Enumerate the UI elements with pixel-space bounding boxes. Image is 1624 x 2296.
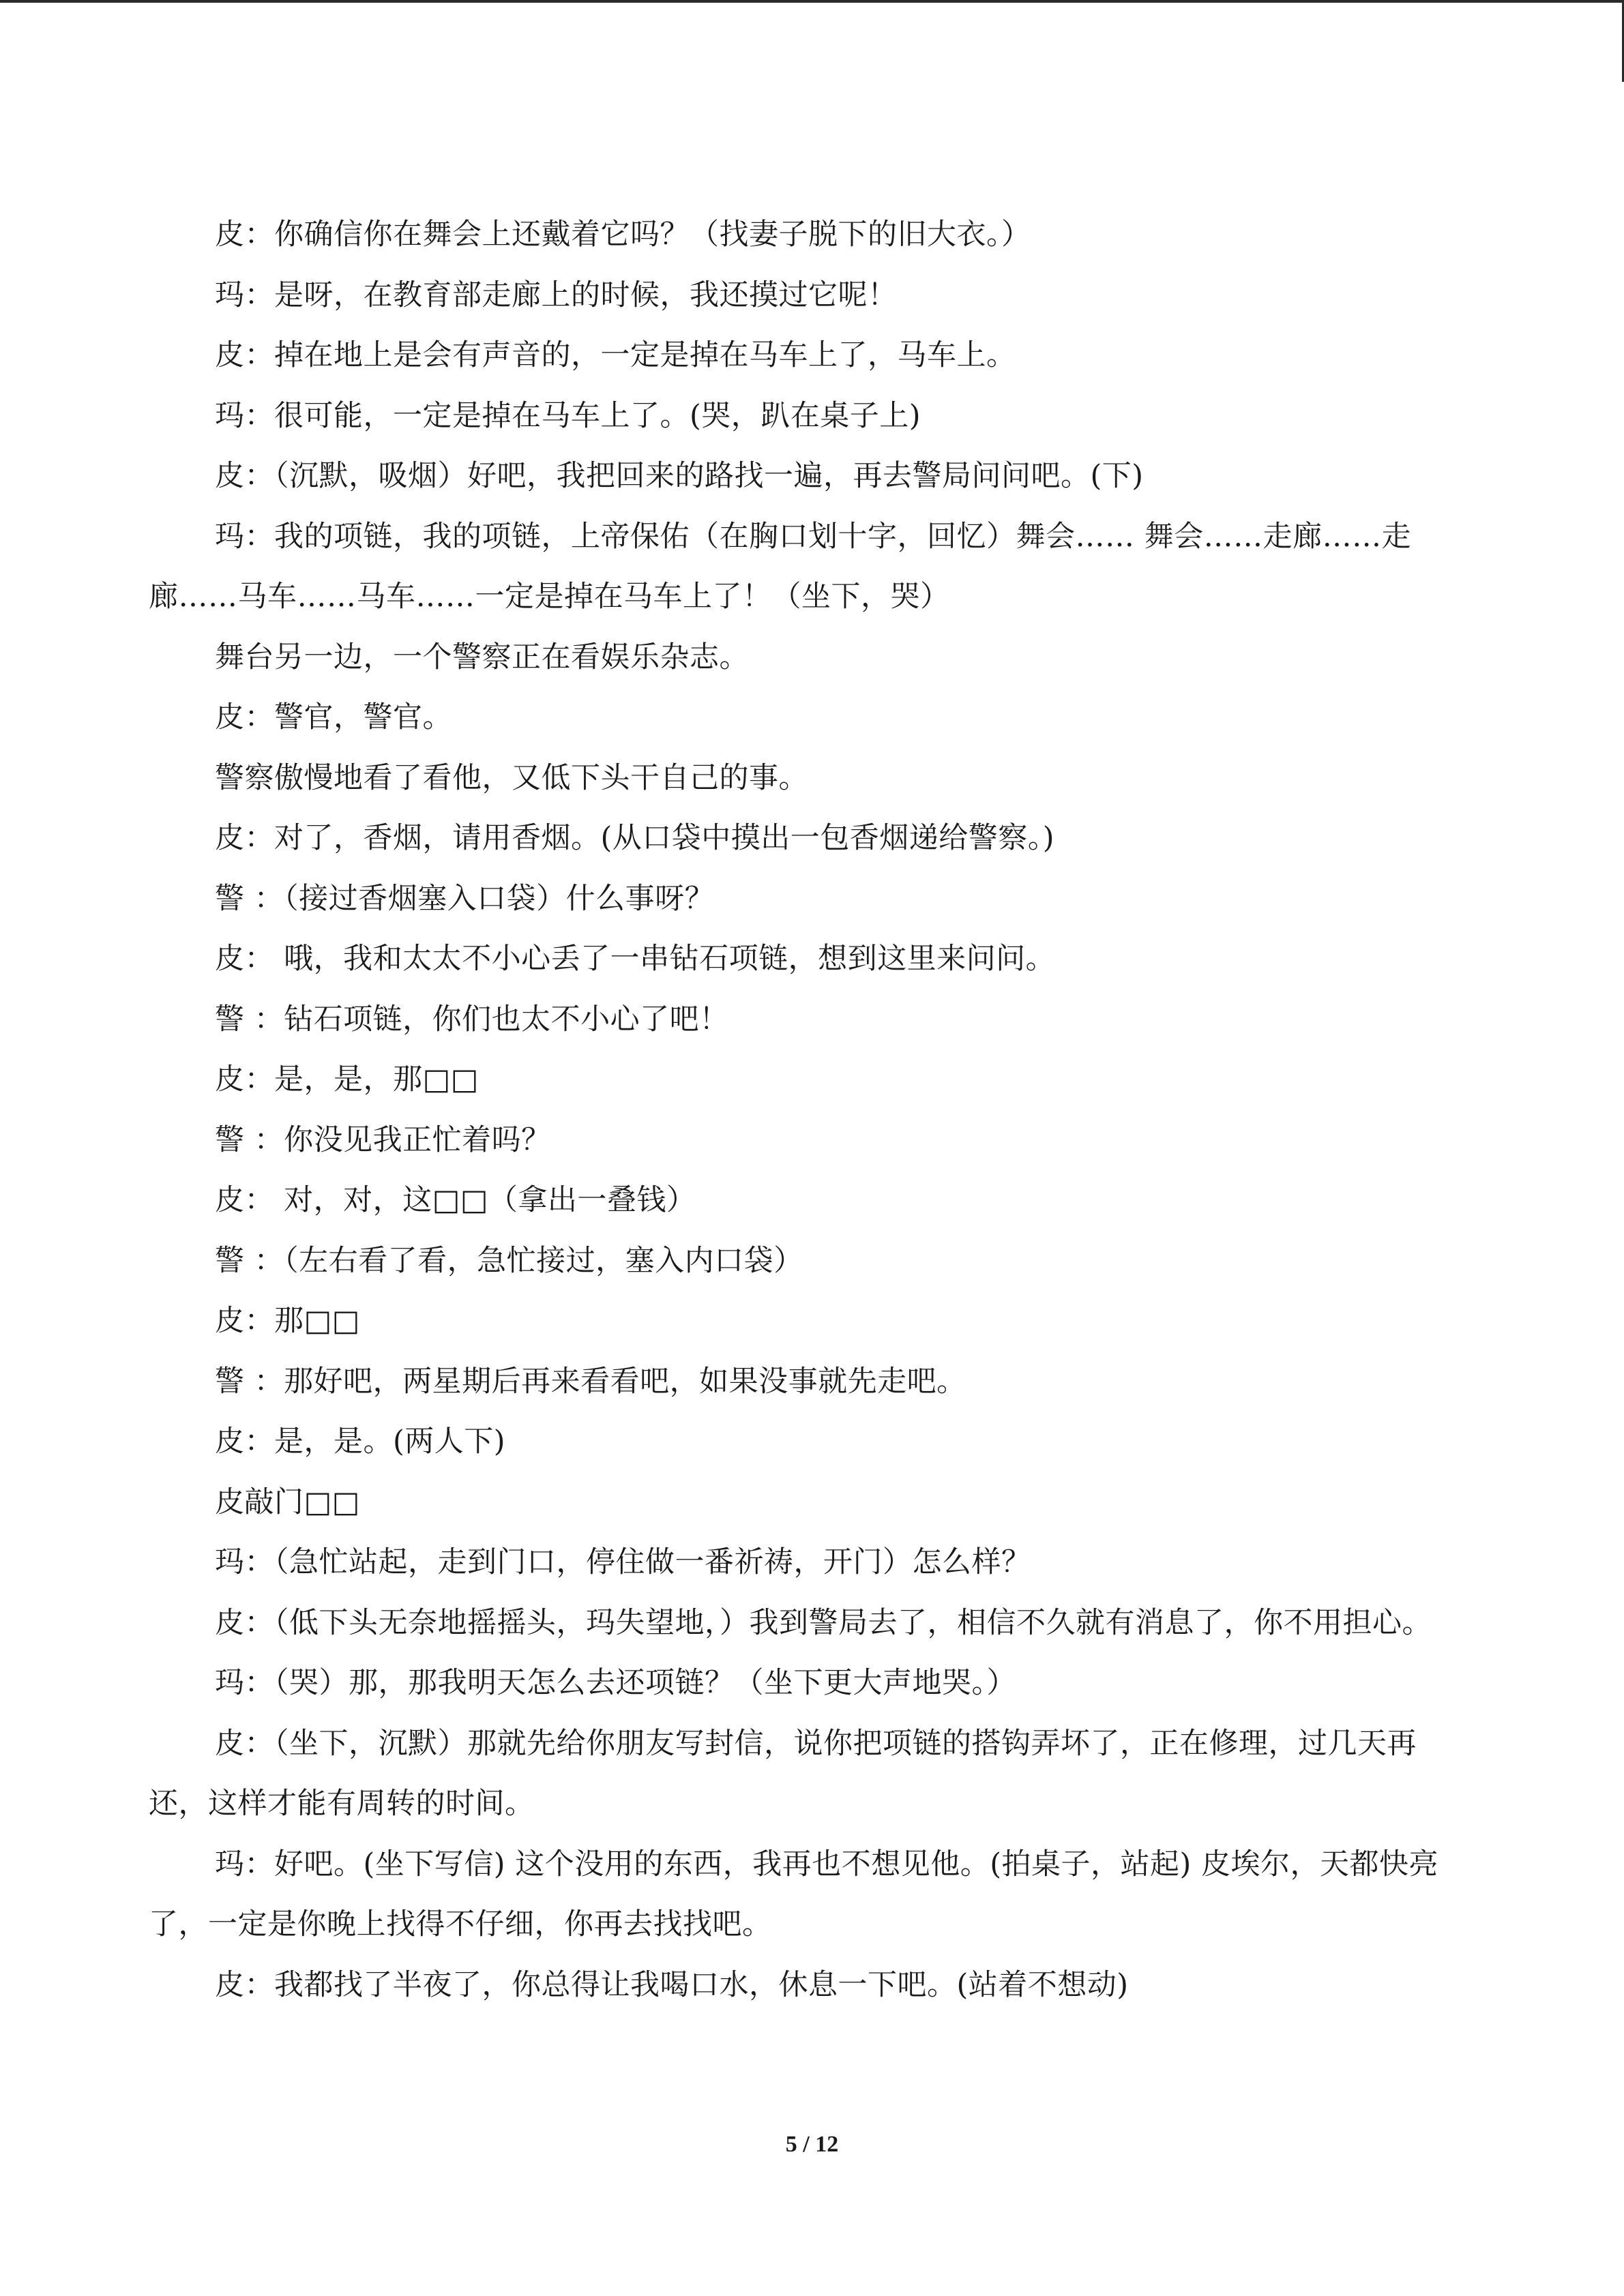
dialogue-line: 玛：（急忙站起，走到门口，停住做一番祈祷，开门）怎么样？	[215, 1545, 1031, 1579]
document-body	[149, 205, 1475, 2015]
dialogue-line: 警 ：（左右看了看，急忙接过，塞入内口袋）	[215, 1243, 803, 1278]
stage-direction: 皮敲门□□	[215, 1485, 360, 1519]
stage-direction: 舞台另一边，一个警察正在看娱乐杂志。	[215, 640, 749, 674]
dialogue-line: 皮：你确信你在舞会上还戴着它吗？（找妻子脱下的旧大衣。）	[215, 218, 1031, 252]
top-border-line	[0, 0, 1624, 3]
dialogue-line: 警 ：（接过香烟塞入口袋）什么事呀？	[215, 881, 715, 916]
stage-direction: 警察傲慢地看了看他，又低下头干自己的事。	[215, 760, 808, 795]
dialogue-line: 皮：（低下头无奈地摇摇头，玛失望地，）我到警局去了，相信不久就有消息了，你不用担心。	[215, 1605, 1432, 1640]
dialogue-line: 玛：是呀，在教育部走廊上的时候，我还摸过它呢！	[215, 278, 898, 312]
dialogue-line: 玛：我的项链，我的项链，上帝保佑（在胸口划十字，回忆）舞会…… 舞会……走廊……走廊……马车……马车……一定是掉在马车上了！（坐下，哭）	[149, 519, 1412, 614]
dialogue-line: 玛：很可能，一定是掉在马车上了。(哭，趴在桌子上)	[215, 398, 921, 433]
dialogue-line: 玛：好吧。(坐下写信) 这个没用的东西，我再也不想见他。(拍桌子，站起) 皮埃尔，天都快亮了，一定是你晚上找得不仔细，你再去找找吧。	[149, 1847, 1438, 1941]
dialogue-line: 警 ：那好吧，两星期后再来看看吧，如果没事就先走吧。	[215, 1364, 966, 1399]
dialogue-line: 皮：我都找了半夜了，你总得让我喝口水，休息一下吧。(站着不想动)	[215, 1967, 1129, 2002]
dialogue-line: 皮： 哦，我和太太不小心丢了一串钻石项链，想到这里来问问。	[215, 942, 1056, 976]
dialogue-line: 皮：警官，警官。	[215, 700, 452, 734]
dialogue-line: 皮：是，是。(两人下)	[215, 1425, 506, 1459]
dialogue-line: 皮：对了，香烟，请用香烟。(从口袋中摸出一包香烟递给警察。)	[215, 821, 1055, 855]
dialogue-line: 警 ：你没见我正忙着吗？	[215, 1122, 551, 1157]
dialogue-line: 皮：是，是，那□□	[215, 1062, 479, 1097]
dialogue-line: 皮：（坐下，沉默）那就先给你朋友写封信，说你把项链的搭钩弄坏了，正在修理，过几天再还，这样才能有周转的时间。	[149, 1726, 1417, 1821]
dialogue-line: 皮：（沉默，吸烟）好吧，我把回来的路找一遍，再去警局问问吧。(下)	[215, 459, 1144, 493]
dialogue-line: 警 ：钻石项链，你们也太不小心了吧！	[215, 1002, 729, 1037]
dialogue-line: 皮：那□□	[215, 1304, 360, 1338]
dialogue-line: 皮： 对，对，这□□（拿出一叠钱）	[215, 1183, 696, 1217]
dialogue-line: 皮：掉在地上是会有声音的，一定是掉在马车上了，马车上。	[215, 338, 1016, 372]
dialogue-line: 玛：（哭）那，那我明天怎么去还项链？（坐下更大声地哭。）	[215, 1666, 1016, 1700]
page-number: 5 / 12	[785, 2132, 839, 2157]
